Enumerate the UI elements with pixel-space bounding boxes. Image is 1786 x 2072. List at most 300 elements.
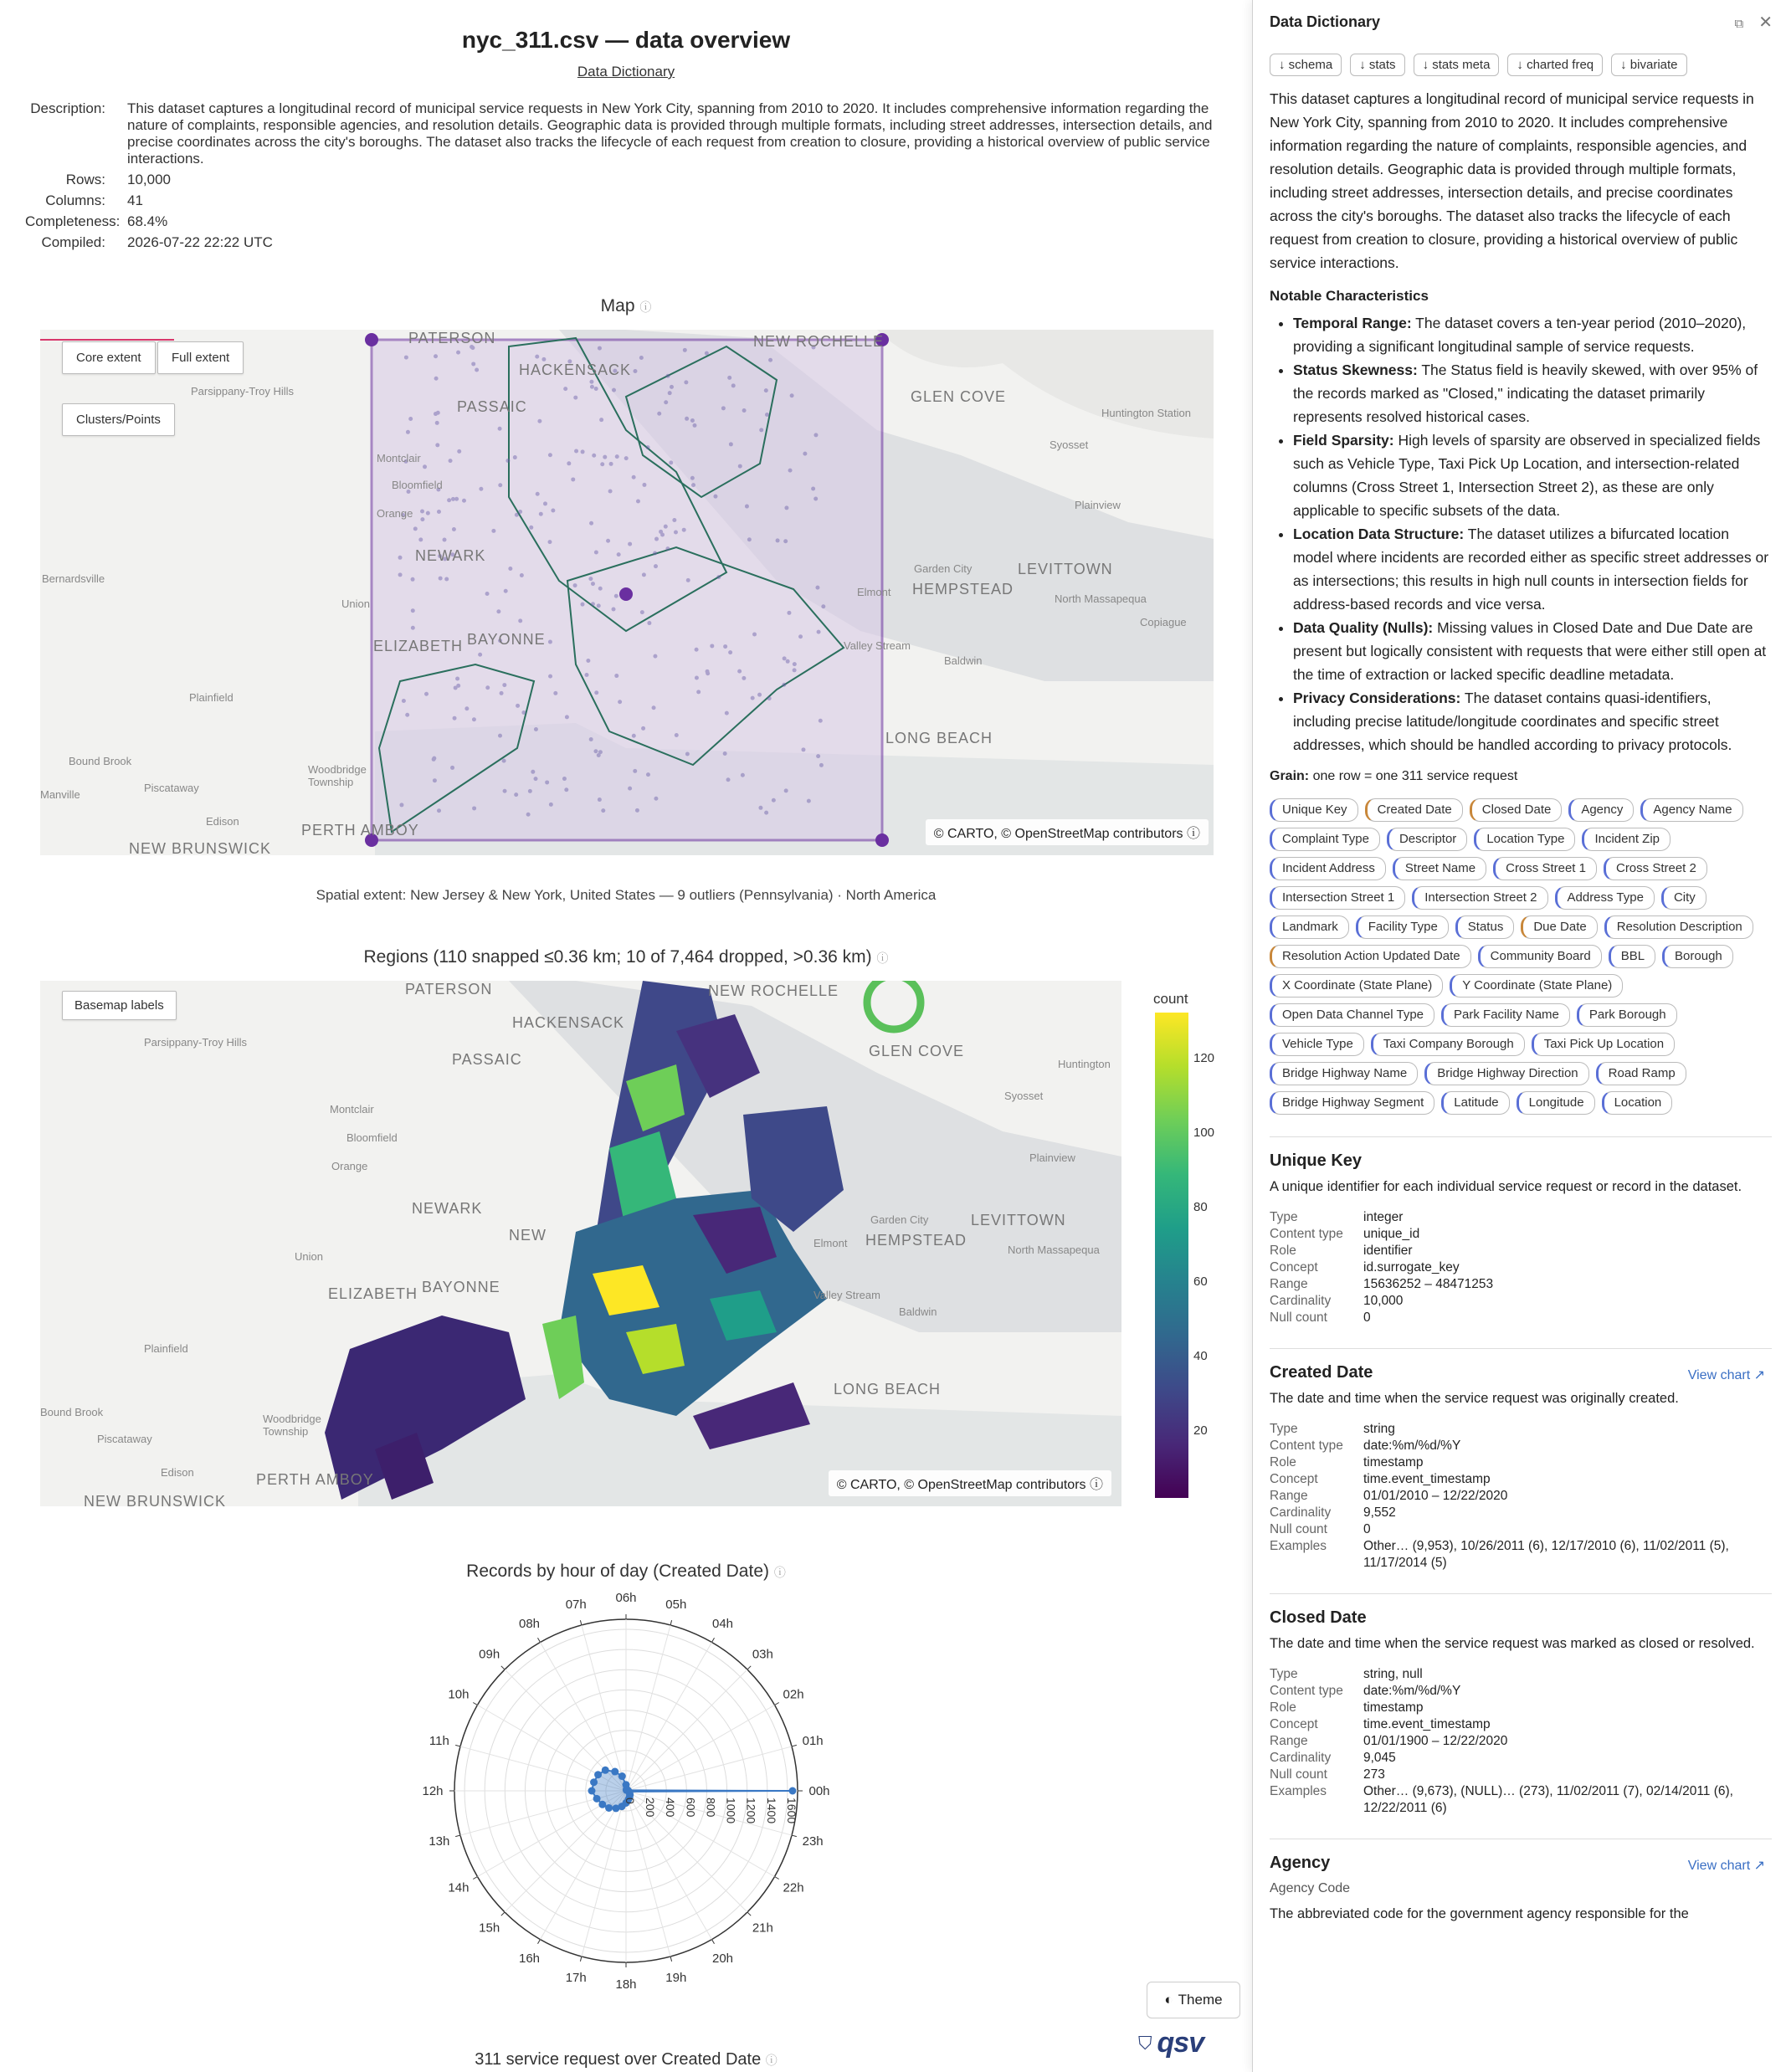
polar-data-point <box>788 1787 796 1795</box>
meta-key: Rows: <box>65 172 105 187</box>
attribution-text: © CARTO, © OpenStreetMap contributors <box>836 1478 1086 1492</box>
column-tag[interactable]: Taxi Pick Up Location <box>1532 1033 1675 1056</box>
town-label: Union <box>341 597 370 610</box>
town-label: North Massapequa <box>1055 592 1147 605</box>
point-marker <box>782 683 786 687</box>
town-label: Piscataway <box>97 1433 152 1445</box>
town-label: Bound Brook <box>69 755 132 767</box>
column-tag[interactable]: Taxi Company Borough <box>1371 1033 1525 1056</box>
town-label: Plainfield <box>144 1342 188 1355</box>
point-marker <box>472 717 476 721</box>
column-tag[interactable]: Incident Address <box>1270 857 1386 880</box>
point-marker <box>767 696 772 700</box>
choropleth-map[interactable] <box>40 981 1121 1506</box>
point-marker <box>518 510 522 514</box>
city-label: NEWARK <box>415 547 486 564</box>
column-tag[interactable]: Bridge Highway Direction <box>1424 1062 1588 1085</box>
page-title: nyc_311.csv — data overview <box>461 27 791 53</box>
point-marker <box>646 772 650 777</box>
angular-tick-label: 16h <box>518 1951 541 1967</box>
point-marker <box>485 592 490 596</box>
core-extent-button[interactable]: Core extent <box>62 341 156 374</box>
city-label: PATERSON <box>408 330 496 346</box>
point-marker <box>691 483 695 487</box>
point-marker <box>657 412 661 416</box>
meta-value: 10,000 <box>127 172 171 187</box>
stat-row <box>1270 1716 1772 1733</box>
column-tag[interactable]: Agency <box>1568 798 1634 822</box>
logo-text: qsv <box>1157 2027 1204 2059</box>
point-marker <box>479 487 483 491</box>
close-icon[interactable]: ✕ <box>1758 13 1773 32</box>
point-marker <box>548 453 552 457</box>
anchor-stats-meta[interactable]: ↓ stats meta <box>1414 54 1500 76</box>
point-marker <box>420 510 424 514</box>
stat-value: date:%m/%d/%Y <box>1363 1439 1461 1453</box>
point-marker <box>563 387 567 391</box>
point-marker <box>686 578 690 582</box>
meta-key: Description: <box>30 100 105 116</box>
point-marker <box>594 690 598 695</box>
point-marker <box>757 693 762 697</box>
anchor-links <box>1270 54 1687 76</box>
view-chart-link[interactable]: View chart ↗ <box>1687 1859 1765 1873</box>
city-label: LEVITTOWN <box>1018 561 1113 577</box>
column-tag[interactable]: Location <box>1602 1091 1673 1115</box>
info-icon[interactable]: ⓘ <box>639 300 652 314</box>
grain-line <box>1270 765 1772 788</box>
point-marker <box>790 393 794 397</box>
point-marker <box>632 734 636 738</box>
point-marker <box>742 408 747 413</box>
city-label: LONG BEACH <box>834 1381 942 1398</box>
point-marker <box>574 449 578 454</box>
city-label: HEMPSTEAD <box>912 581 1014 597</box>
point-marker <box>784 788 788 792</box>
point-marker <box>729 442 733 446</box>
colorbar-tick: 80 <box>1193 1200 1208 1214</box>
point-marker <box>571 477 575 481</box>
point-marker <box>598 346 602 351</box>
column-tag[interactable]: City <box>1661 886 1706 910</box>
city-label: ELIZABETH <box>328 1285 418 1302</box>
attribution-text: © CARTO, © OpenStreetMap contributors <box>933 827 1183 841</box>
stat-value: timestamp <box>1363 1700 1424 1715</box>
stat-value: string, null <box>1363 1667 1423 1681</box>
point-marker <box>472 806 476 810</box>
point-marker <box>624 456 629 460</box>
point-marker <box>819 763 824 767</box>
city-label: PASSAIC <box>457 398 527 415</box>
point-marker <box>614 674 618 678</box>
point-marker <box>685 417 689 421</box>
angular-tick-label: 12h <box>422 1784 444 1798</box>
city-label: LONG BEACH <box>885 730 993 746</box>
city-label: HEMPSTEAD <box>865 1232 967 1249</box>
stat-key: Content type <box>1270 1439 1343 1453</box>
stat-key: Role <box>1270 1455 1296 1469</box>
stat-value: identifier <box>1363 1244 1413 1258</box>
point-marker <box>793 662 797 666</box>
point-marker <box>727 376 731 380</box>
city-label: NEW <box>509 1227 547 1244</box>
point-marker <box>665 546 670 551</box>
column-tag[interactable]: Incident Zip <box>1582 828 1671 851</box>
next-section-title <box>0 2050 1252 2069</box>
point-marker <box>747 537 752 541</box>
point-marker <box>612 608 616 612</box>
angular-tick-label: 14h <box>448 1880 470 1895</box>
field-name: Agency <box>1270 1854 1331 1872</box>
column-tag[interactable]: Cross Street 1 <box>1493 857 1597 880</box>
point-marker <box>813 496 818 500</box>
town-label: Plainview <box>1075 499 1121 511</box>
point-marker <box>475 368 479 372</box>
point-marker <box>408 417 413 421</box>
point-marker <box>659 530 663 534</box>
data-dictionary-link[interactable]: Data Dictionary <box>577 64 675 79</box>
angular-tick <box>473 1877 477 1880</box>
info-icon[interactable]: ⓘ <box>765 2054 778 2067</box>
point-marker <box>535 355 539 359</box>
point-marker <box>601 808 605 813</box>
point-marker <box>723 644 727 649</box>
view-chart-link[interactable]: View chart ↗ <box>1687 1368 1765 1382</box>
stat-value: 10,000 <box>1363 1294 1404 1308</box>
angular-tick <box>747 1912 751 1916</box>
meta-value: 2026-07-22 22:22 UTC <box>127 234 273 250</box>
point-marker <box>536 492 540 496</box>
polar-data-point <box>618 1772 626 1780</box>
column-tag[interactable]: Bridge Highway Segment <box>1270 1091 1434 1115</box>
stat-key: Null count <box>1270 1767 1327 1782</box>
angular-tick <box>580 1620 582 1625</box>
point-marker <box>411 577 415 582</box>
angular-tick-label: 08h <box>518 1616 541 1631</box>
field-stats <box>1270 1666 1772 1817</box>
point-marker <box>670 385 674 389</box>
column-tag[interactable]: Created Date <box>1365 798 1463 822</box>
column-tag[interactable]: Unique Key <box>1270 798 1358 822</box>
column-tag[interactable]: Y Coordinate (State Plane) <box>1450 974 1623 998</box>
column-tag[interactable]: Closed Date <box>1470 798 1563 822</box>
point-marker <box>726 777 731 782</box>
column-tag[interactable]: Descriptor <box>1387 828 1467 851</box>
column-tag[interactable]: Cross Street 2 <box>1604 857 1707 880</box>
column-tag[interactable]: Due Date <box>1521 915 1597 939</box>
point-marker <box>584 673 588 677</box>
town-label: Baldwin <box>899 1305 937 1318</box>
notable-text: High levels of sparsity are observed in specialized fields such as Vehicle Type, Taxi Pick Up Location, and intersection-related columns (Cross Street 1, Intersection Street 2), as these are only applicable to specific subsets of the data. <box>1293 432 1761 519</box>
point-marker <box>454 497 459 501</box>
town-label: Garden City <box>914 562 973 575</box>
polar-data-point <box>623 1781 630 1788</box>
point-marker <box>424 692 429 696</box>
point-marker <box>783 656 787 660</box>
point-marker <box>609 462 613 466</box>
notable-label: Location Data Structure: <box>1293 526 1465 542</box>
anchor-bivariate[interactable]: ↓ bivariate <box>1611 54 1686 76</box>
polar-data-point <box>590 1778 598 1786</box>
stat-row <box>1270 1700 1772 1716</box>
point-marker <box>628 542 632 546</box>
radial-tick-label: 400 <box>664 1798 678 1818</box>
town-label: Bound Brook <box>40 1406 104 1418</box>
info-icon[interactable]: ⓘ <box>1089 1478 1103 1492</box>
point-marker <box>768 358 772 362</box>
notable-text: The dataset covers a ten-year period (2010–2020), providing a significant longitudinal sample of service requests. <box>1293 315 1747 355</box>
town-label: Montclair <box>330 1103 374 1115</box>
town-label: Elmont <box>813 1237 848 1249</box>
colorbar-tick: 120 <box>1193 1051 1215 1065</box>
map-attribution[interactable] <box>926 819 1209 845</box>
column-tag[interactable]: Complaint Type <box>1270 828 1380 851</box>
point-marker <box>432 757 436 762</box>
radial-tick-label: 200 <box>644 1798 658 1818</box>
point-marker <box>752 632 757 636</box>
stat-key: Concept <box>1270 1260 1318 1274</box>
point-marker <box>413 526 418 531</box>
point-marker <box>504 589 508 593</box>
stat-row <box>1270 1293 1493 1310</box>
city-label: LEVITTOWN <box>971 1212 1066 1228</box>
point-marker <box>478 653 482 657</box>
column-tag[interactable]: Park Facility Name <box>1441 1003 1570 1027</box>
point-marker <box>598 798 602 802</box>
anchor-stats[interactable]: ↓ stats <box>1350 54 1404 76</box>
stat-row <box>1270 1505 1772 1521</box>
angular-tick <box>670 1620 672 1625</box>
point-marker <box>457 449 461 454</box>
anchor-charted-freq[interactable]: ↓ charted freq <box>1507 54 1603 76</box>
city-label: NEW BRUNSWICK <box>129 840 271 855</box>
notable-text: The Status field is heavily skewed, with over 95% of the records marked as "Closed," indicating the dataset primarily represents resolved historical cases. <box>1293 362 1758 425</box>
point-marker <box>405 713 409 717</box>
point-marker <box>725 711 729 715</box>
point-marker <box>776 538 780 542</box>
town-label: Orange <box>377 507 413 520</box>
point-marker <box>443 538 447 542</box>
column-tag[interactable]: Facility Type <box>1356 915 1449 939</box>
stat-value: 0 <box>1363 1522 1371 1536</box>
point-marker <box>690 418 695 423</box>
point-marker <box>710 644 714 648</box>
stat-value: 9,045 <box>1363 1751 1396 1765</box>
point-marker <box>593 749 598 753</box>
point-marker <box>597 603 601 608</box>
point-marker <box>642 572 646 577</box>
angular-tick-label: 02h <box>783 1687 804 1702</box>
column-tag[interactable]: Bridge Highway Name <box>1270 1062 1418 1085</box>
point-marker <box>548 640 552 644</box>
angular-tick-label: 18h <box>615 1977 637 1992</box>
point-marker <box>816 754 820 758</box>
meta-key: Compiled: <box>41 234 105 250</box>
point-marker <box>508 567 512 571</box>
point-marker <box>617 552 621 556</box>
stat-key: Cardinality <box>1270 1751 1332 1765</box>
point-marker <box>692 423 696 428</box>
column-tag[interactable]: Open Data Channel Type <box>1270 1003 1434 1027</box>
stat-key: Null count <box>1270 1310 1327 1325</box>
colorbar-title: count <box>1153 991 1188 1007</box>
column-tag[interactable]: Status <box>1455 915 1515 939</box>
stat-row <box>1270 1310 1493 1326</box>
column-tag[interactable]: Intersection Street 1 <box>1270 886 1405 910</box>
column-tag[interactable]: Vehicle Type <box>1270 1033 1364 1056</box>
point-marker <box>646 445 650 449</box>
point-marker <box>539 512 543 516</box>
point-marker <box>695 648 699 652</box>
point-marker <box>573 583 577 587</box>
point-marker <box>751 696 755 700</box>
angular-tick <box>712 1940 715 1944</box>
point-marker <box>506 459 510 463</box>
angular-tick-label: 20h <box>711 1951 734 1967</box>
spatial-extent-caption: Spatial extent: New Jersey & New York, United States — 9 outliers (Pennsylvania) · North America <box>316 887 937 903</box>
city-label: PASSAIC <box>452 1051 522 1068</box>
column-tag[interactable]: Landmark <box>1270 915 1349 939</box>
column-tag[interactable]: Latitude <box>1441 1091 1509 1115</box>
point-marker <box>668 391 672 395</box>
column-tag[interactable]: Borough <box>1662 945 1733 968</box>
point-marker <box>783 539 788 543</box>
point-marker <box>675 733 679 737</box>
column-tag[interactable]: Agency Name <box>1640 798 1742 822</box>
point-marker <box>399 803 403 807</box>
column-tag[interactable]: Street Name <box>1393 857 1486 880</box>
town-label: Edison <box>206 815 239 828</box>
point-marker <box>639 356 644 360</box>
notable-item <box>1293 358 1772 428</box>
point-marker <box>599 418 603 422</box>
point-marker <box>418 537 423 541</box>
clusters-points-toggle[interactable]: Clusters/Points <box>62 403 175 436</box>
point-marker <box>551 509 555 513</box>
column-tag[interactable]: X Coordinate (State Plane) <box>1270 974 1443 998</box>
column-tag[interactable]: Resolution Description <box>1604 915 1753 939</box>
angular-tick-label: 01h <box>802 1734 824 1749</box>
town-label: Woodbridge Township <box>308 763 367 788</box>
map-attribution[interactable] <box>829 1470 1111 1496</box>
field-name: Created Date <box>1270 1363 1373 1382</box>
polar-data-point <box>593 1795 601 1803</box>
angular-tick-label: 03h <box>752 1647 773 1662</box>
notable-label: Privacy Considerations: <box>1293 690 1461 706</box>
point-marker <box>589 380 593 384</box>
column-tag[interactable]: Intersection Street 2 <box>1412 886 1547 910</box>
point-marker <box>581 449 585 454</box>
point-marker <box>471 362 475 366</box>
stat-key: Type <box>1270 1210 1298 1224</box>
point-marker <box>547 540 552 544</box>
stat-row <box>1270 1783 1772 1817</box>
point-marker <box>815 586 819 590</box>
point-marker <box>562 777 567 781</box>
notable-item <box>1293 686 1772 756</box>
basemap-labels-toggle[interactable]: Basemap labels <box>62 991 177 1020</box>
popout-icon[interactable]: ⧉ <box>1734 17 1744 31</box>
point-marker <box>793 668 797 672</box>
point-marker <box>653 551 657 556</box>
point-marker <box>654 537 659 541</box>
stat-row <box>1270 1666 1772 1683</box>
angular-tick <box>473 1703 477 1705</box>
town-label: Bernardsville <box>42 572 105 585</box>
point-marker <box>452 527 456 531</box>
angular-tick-label: 07h <box>565 1597 587 1612</box>
stat-key: Type <box>1270 1667 1298 1681</box>
point-marker <box>545 780 549 784</box>
point-marker <box>738 464 742 469</box>
info-icon[interactable]: ⓘ <box>876 951 889 965</box>
stat-value: Other… (9,673), (NULL)… (273), 11/02/2011 (7), 02/14/2011 (6), 12/22/2011 (6) <box>1363 1784 1733 1815</box>
field-card <box>1270 1136 1772 1326</box>
polar-data-point <box>602 1767 609 1774</box>
points-map[interactable] <box>40 330 1214 855</box>
stat-value: string <box>1363 1422 1395 1436</box>
point-marker <box>787 611 791 615</box>
field-stats <box>1270 1209 1493 1326</box>
column-tag[interactable]: Road Ramp <box>1596 1062 1686 1085</box>
field-description: Agency Code <box>1270 1881 1351 1895</box>
stat-key: Type <box>1270 1422 1298 1436</box>
stat-value: integer <box>1363 1210 1404 1224</box>
point-marker <box>786 659 790 664</box>
stat-value: 15636252 – 48471253 <box>1363 1277 1494 1291</box>
stat-value: Other… (9,953), 10/26/2011 (6), 12/17/2010 (6), 11/02/2011 (5), 11/17/2014 (5) <box>1363 1539 1729 1570</box>
info-icon[interactable]: ⓘ <box>773 1566 786 1579</box>
colorbar-tick: 100 <box>1193 1126 1215 1140</box>
point-marker <box>502 759 506 763</box>
anchor-schema[interactable]: ↓ schema <box>1270 54 1342 76</box>
theme-button[interactable] <box>1147 1982 1240 2018</box>
stat-value: 01/01/2010 – 12/22/2020 <box>1363 1489 1508 1503</box>
column-tag[interactable]: Resolution Action Updated Date <box>1270 945 1471 968</box>
angular-tick-label: 21h <box>752 1921 773 1936</box>
column-tag[interactable]: Address Type <box>1555 886 1655 910</box>
column-tag[interactable]: Longitude <box>1517 1091 1595 1115</box>
point-marker <box>705 351 709 356</box>
full-extent-button[interactable]: Full extent <box>157 341 244 374</box>
column-tag[interactable]: Location Type <box>1474 828 1575 851</box>
point-marker <box>801 747 805 751</box>
stat-key: Cardinality <box>1270 1505 1332 1520</box>
column-tag[interactable]: Community Board <box>1478 945 1602 968</box>
point-marker <box>426 511 430 515</box>
regions-title: Regions (110 snapped ≤0.36 km; 10 of 7,464 dropped, >0.36 km) <box>363 947 872 967</box>
polar-chart[interactable] <box>333 1585 919 2020</box>
angular-tick <box>775 1877 779 1880</box>
point-marker <box>592 454 596 458</box>
column-tag[interactable]: BBL <box>1609 945 1655 968</box>
stat-value: unique_id <box>1363 1227 1420 1241</box>
point-marker <box>514 792 518 797</box>
meta-value: 41 <box>127 192 143 208</box>
point-marker <box>817 630 821 634</box>
point-marker <box>594 551 598 555</box>
point-marker <box>669 460 673 464</box>
column-tag[interactable]: Park Borough <box>1577 1003 1677 1027</box>
stat-value: time.event_timestamp <box>1363 1717 1491 1731</box>
angular-tick-label: 05h <box>665 1597 687 1612</box>
stat-value: time.event_timestamp <box>1363 1472 1491 1486</box>
point-marker <box>423 464 427 469</box>
info-icon[interactable]: ⓘ <box>1186 827 1200 841</box>
point-marker <box>642 483 646 487</box>
point-marker <box>528 789 532 793</box>
point-marker <box>696 690 701 694</box>
